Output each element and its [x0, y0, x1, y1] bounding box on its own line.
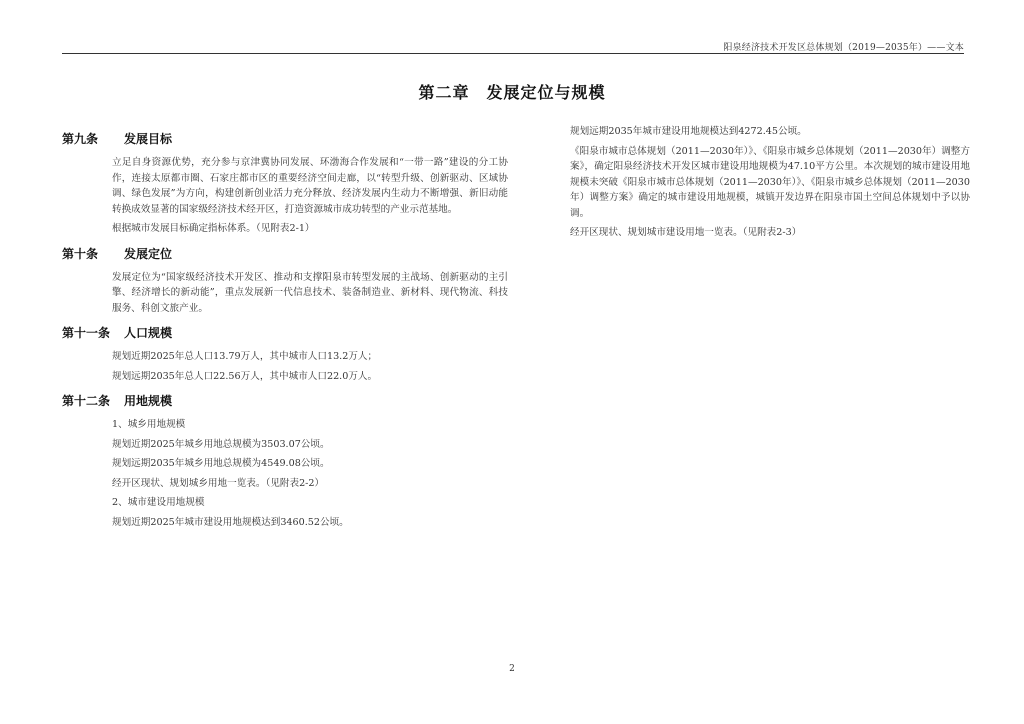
article-title: 发展定位 [124, 246, 173, 261]
paragraph: 规划近期2025年总人口13.79万人，其中城市人口13.2万人； [112, 351, 378, 362]
subheading: 2、城市建设用地规模 [112, 497, 205, 508]
paragraph: 发展定位为“国家级经济技术开发区、推动和支撑阳泉市转型发展的主战场、创新驱动的主引擎、经济增长的新动能”，重点发展新一代信息技术、装备制造业、新材料、现代物流、科技服务、科创文旅产业。 [112, 271, 508, 314]
paragraph: 规划远期2035年城乡用地总规模为4549.08公顷。 [112, 458, 330, 469]
left-column [62, 124, 508, 538]
article-number: 第十二条 [62, 394, 111, 408]
article-heading [62, 324, 508, 341]
article-title: 发展目标 [124, 132, 173, 146]
paragraph: 规划远期2035年总人口22.56万人，其中城市人口22.0万人。 [112, 370, 378, 382]
paragraph: 经开区现状、规划城乡用地一览表。（见附表2-2） [112, 477, 325, 489]
paragraph: 经开区现状、规划城市建设用地一览表。（见附表2-3） [570, 227, 802, 238]
running-header: 阳泉经济技术开发区总体规划（2019—2035年）——文本 [723, 43, 964, 53]
paragraph: 规划远期2035年城市建设用地规模达到4272.45公顷。 [570, 126, 807, 137]
chapter-title: 第二章 发展定位与规模 [418, 83, 606, 102]
header-divider [62, 53, 964, 54]
article-number: 第九条 [62, 132, 99, 146]
article-heading [62, 245, 508, 262]
paragraph: 根据城市发展目标确定指标体系。（见附表2-1） [112, 223, 315, 234]
right-column [570, 124, 970, 245]
paragraph: 规划近期2025年城乡用地总规模为3503.07公顷。 [112, 438, 330, 450]
article-number: 第十一条 [62, 326, 111, 340]
article-title: 用地规模 [124, 394, 173, 408]
article-heading [62, 392, 508, 409]
paragraph: 规划近期2025年城市建设用地规模达到3460.52公顷。 [112, 516, 349, 528]
article-number: 第十条 [62, 246, 99, 261]
page-number: 2 [509, 664, 515, 674]
article-title: 人口规模 [124, 326, 173, 340]
paragraph: 立足自身资源优势，充分参与京津冀协同发展、环渤海合作发展和“一带一路”建设的分工协作，连接太原都市圈、石家庄都市区的重要经济空间走廊，以“转型升级、创新驱动、区域协调、绿色发展”为方向，构建创新创业活力充分释放、经济发展内生动力不断增强、新旧动能转换成效显著的国家级经济技术经开区，打造资源城市成功转型的产业示范基地。 [112, 157, 508, 215]
article-11 [62, 324, 508, 384]
subheading: 1、城乡用地规模 [112, 419, 186, 430]
article-12 [62, 392, 508, 530]
article-heading [62, 130, 508, 147]
paragraph: 《阳泉市城市总体规划（2011—2030年）》、《阳泉市城乡总体规划（2011—2030年）调整方案》，确定阳泉经济技术开发区城市建设用地规模为47.10平方公里。本次规划的城市建设用地规模未突破《阳泉市城市总体规划（2011—2030年）》、《阳泉市城乡总体规划（2011—2030年）调整方案》确定的城市建设用地规模，城镇开发边界在阳泉市国土空间总体规划中予以协调。 [570, 145, 970, 219]
article-10 [62, 245, 508, 317]
article-9 [62, 130, 508, 237]
